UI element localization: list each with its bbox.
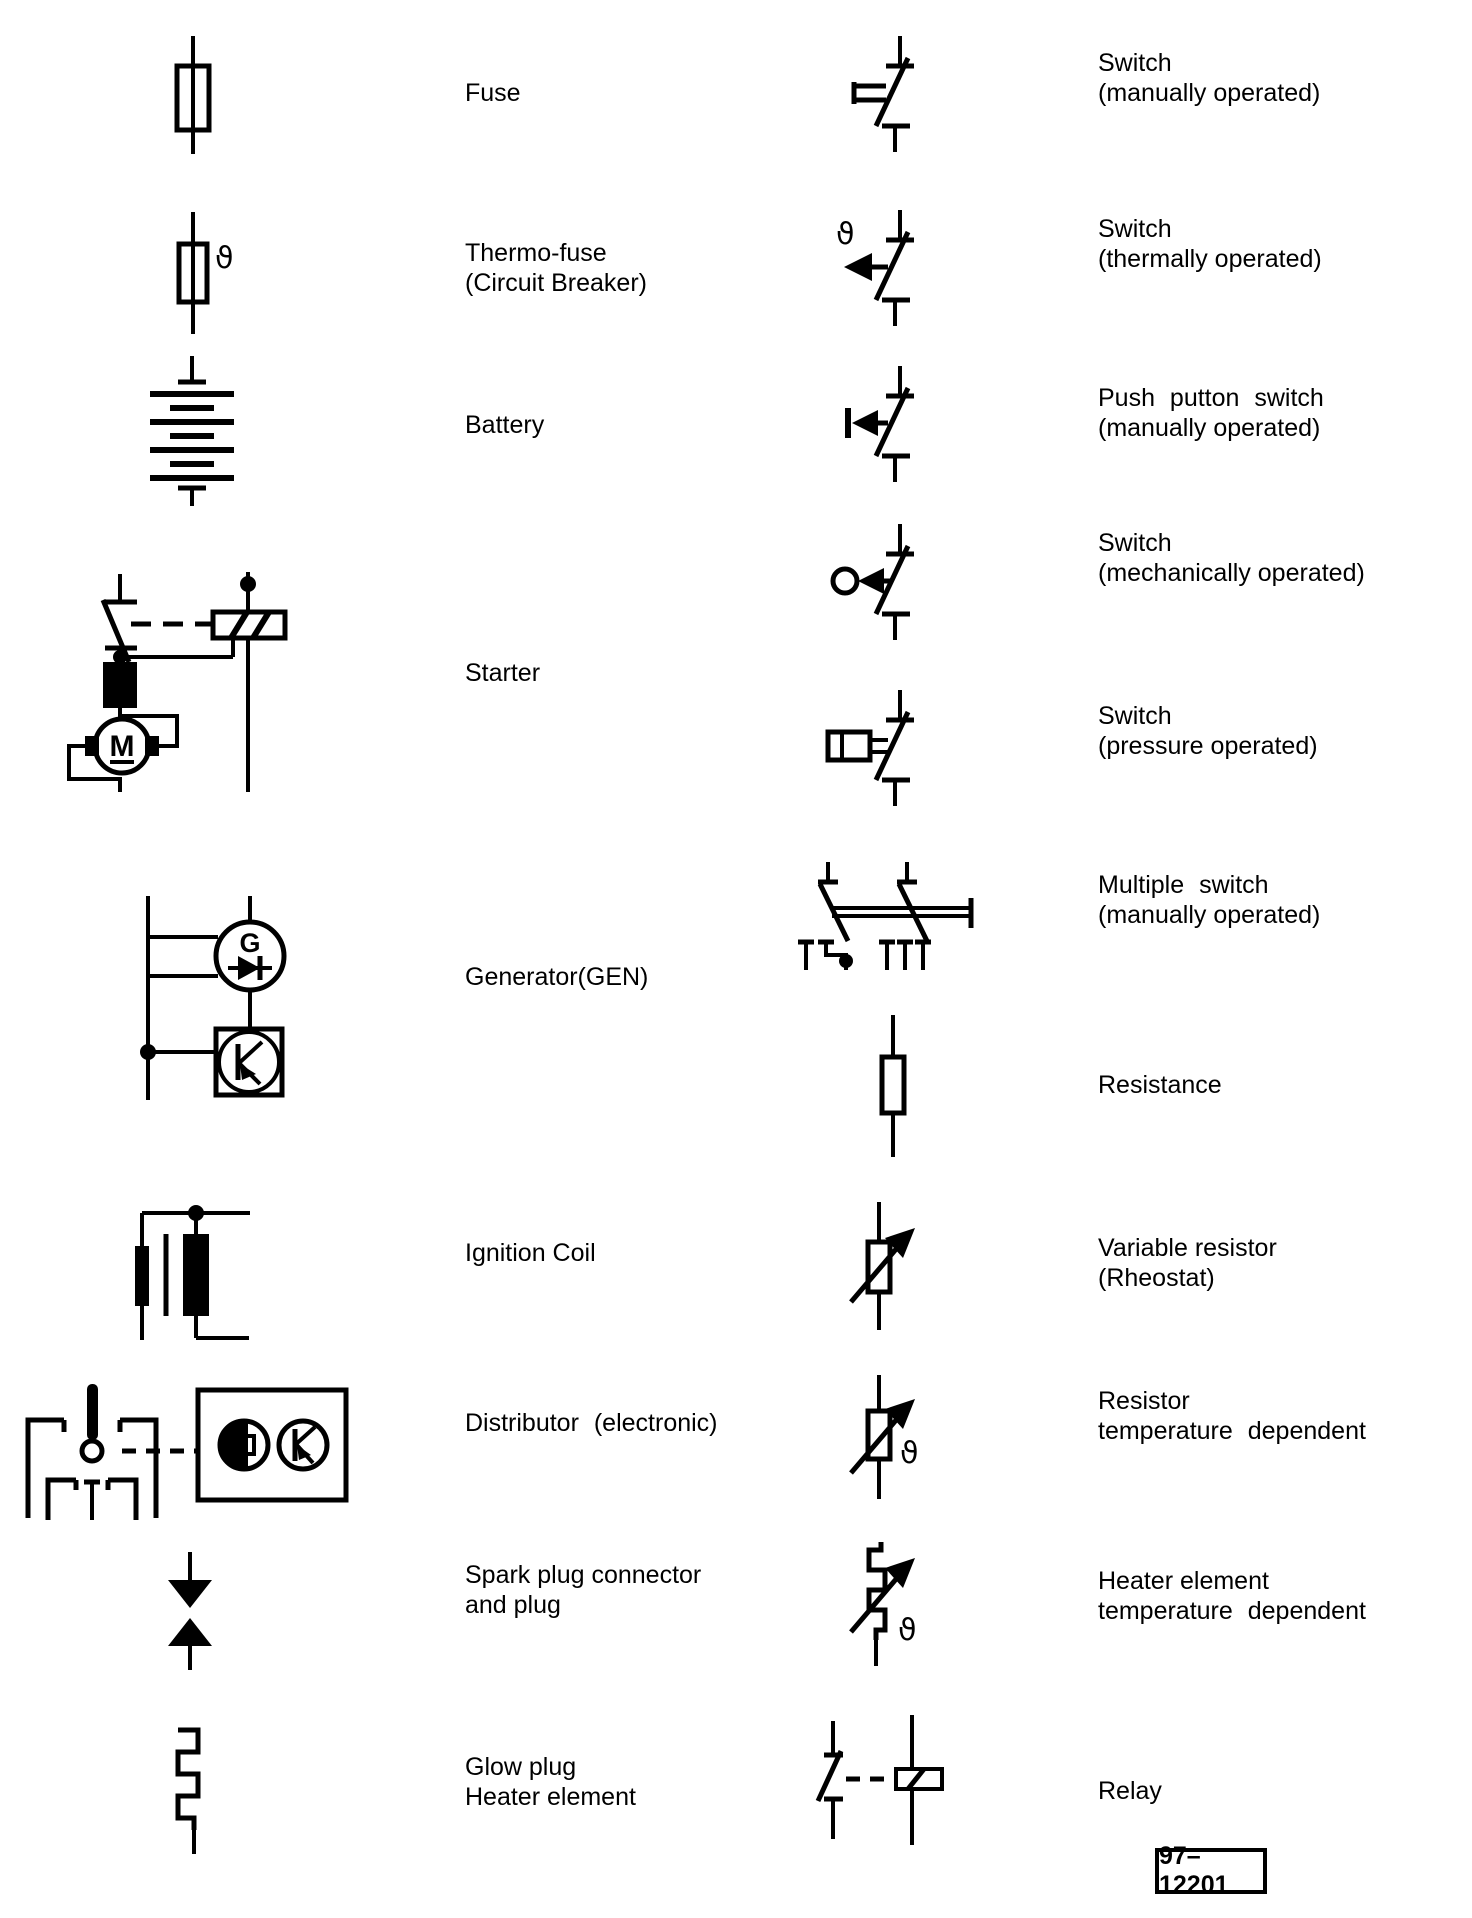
fuse-icon: [163, 36, 223, 154]
label-fuse: Fuse: [465, 79, 521, 107]
theta-glyph: ϑ: [836, 217, 855, 252]
label-push-button-switch: Push putton switch (manually operated): [1098, 384, 1324, 442]
label-multiple-switch: Multiple switch (manually operated): [1098, 871, 1321, 929]
label-switch-thermal: Switch (thermally operated): [1098, 215, 1322, 273]
spark-plug-icon: [160, 1552, 220, 1670]
label-ignition-coil: Ignition Coil: [465, 1239, 596, 1267]
push-button-switch-icon: [818, 366, 938, 482]
glow-plug-icon: [168, 1726, 212, 1856]
ignition-coil-icon: [125, 1200, 260, 1342]
resistor-temperature-icon: [845, 1375, 955, 1503]
generator-letter: G: [239, 928, 261, 958]
label-generator: Generator(GEN): [465, 963, 649, 991]
variable-resistor-icon: [845, 1202, 955, 1330]
heater-element-temperature-icon: [845, 1542, 965, 1668]
label-relay: Relay: [1098, 1777, 1162, 1805]
theta-glyph: ϑ: [898, 1613, 917, 1648]
battery-icon: [140, 356, 244, 506]
label-starter: Starter: [465, 659, 541, 687]
label-switch-pressure: Switch (pressure operated): [1098, 702, 1318, 760]
theta-glyph: ϑ: [900, 1436, 919, 1471]
label-switch-manual: Switch (manually operated): [1098, 49, 1321, 107]
label-glow-plug: Glow plug Heater element: [465, 1753, 636, 1811]
theta-glyph: ϑ: [215, 241, 234, 276]
figure-code: 97–12201: [1159, 1842, 1229, 1899]
switch-thermal-icon: [818, 210, 938, 326]
resistance-icon: [868, 1015, 918, 1157]
figure-code-badge: [1155, 1842, 1267, 1899]
starter-icon: [55, 572, 385, 794]
label-variable-resistor: Variable resistor (Rheostat): [1098, 1234, 1277, 1292]
label-heater-element-temperature: Heater element temperature dependent: [1098, 1567, 1366, 1625]
switch-pressure-icon: [818, 690, 938, 806]
relay-icon: [810, 1715, 1050, 1847]
motor-letter: M: [109, 730, 135, 763]
switch-manual-icon: [818, 36, 938, 152]
distributor-icon: [18, 1378, 348, 1526]
label-distributor: Distributor (electronic): [465, 1409, 718, 1437]
label-thermo-fuse: Thermo-fuse (Circuit Breaker): [465, 239, 647, 297]
label-spark-plug: Spark plug connector and plug: [465, 1561, 702, 1619]
label-switch-mechanical: Switch (mechanically operated): [1098, 529, 1365, 587]
label-battery: Battery: [465, 411, 545, 439]
generator-icon: [130, 896, 300, 1104]
thermo-fuse-icon: [163, 212, 273, 334]
label-resistance: Resistance: [1098, 1071, 1222, 1099]
multiple-switch-icon: [795, 862, 985, 977]
switch-mechanical-icon: [818, 524, 938, 640]
label-resistor-temperature: Resistor temperature dependent: [1098, 1387, 1366, 1445]
